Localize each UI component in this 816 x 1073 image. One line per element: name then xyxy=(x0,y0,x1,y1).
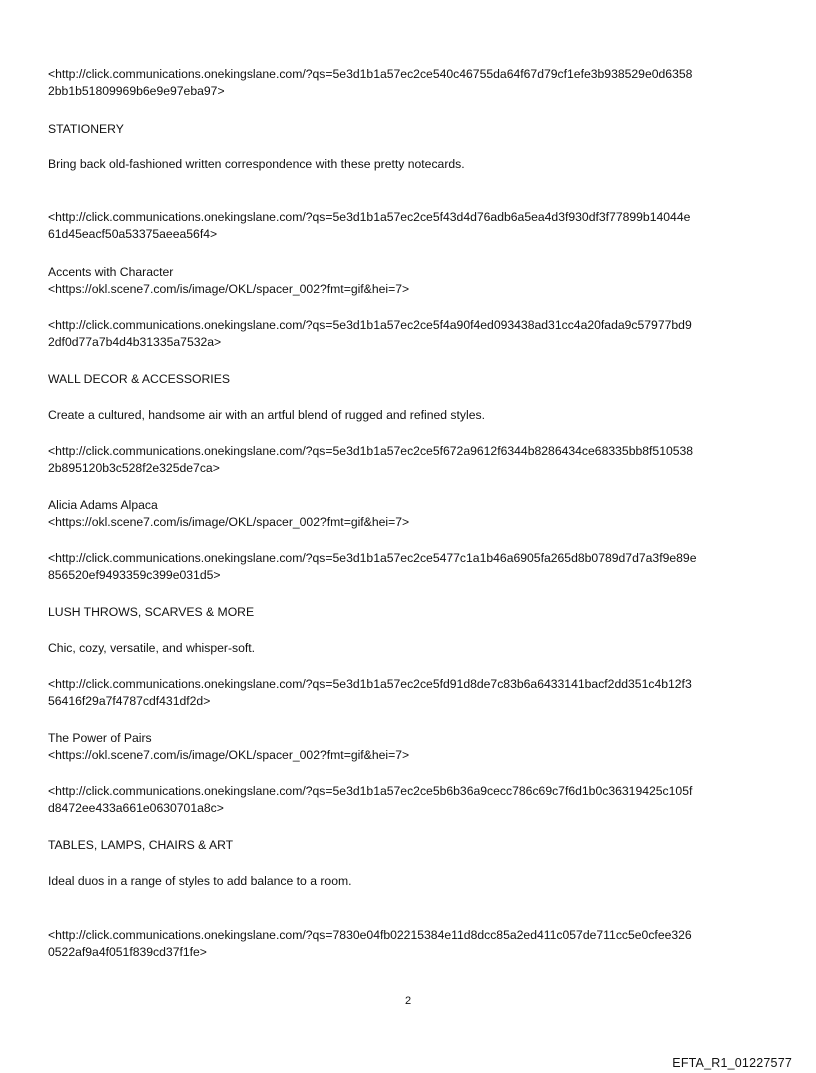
url-line: <http://click.communications.onekingslane.com/?qs=5e3d1b1a57ec2ce5f672a9612f6344b8286434ce68335bb8f510538 xyxy=(48,444,694,458)
description-text xyxy=(48,156,778,173)
url-line: 61d45eacf50a53375aeea56f4> xyxy=(48,227,218,241)
url-line: <http://click.communications.onekingslane.com/?qs=5e3d1b1a57ec2ce5477c1a1b46a6905fa265d8b0789d7d7a3f9e89e xyxy=(48,551,697,565)
heading-text: WALL DECOR & ACCESSORIES xyxy=(48,372,230,386)
url-line: <http://click.communications.onekingslane.com/?qs=5e3d1b1a57ec2ce5fd91d8de7c83b6a6433141bacf2dd351c4b12f3 xyxy=(48,677,692,691)
heading-text: STATIONERY xyxy=(48,122,124,136)
url-block xyxy=(48,317,778,351)
url-line: <http://click.communications.onekingslane.com/?qs=5e3d1b1a57ec2ce540c46755da64f67d79cf1efe3b938529e0d6358 xyxy=(48,67,693,81)
url-block xyxy=(48,443,778,477)
description-text xyxy=(48,873,778,890)
section-heading xyxy=(48,837,778,854)
url-line: 2df0d77a7b4d4b31335a7532a> xyxy=(48,335,222,349)
section-heading xyxy=(48,604,778,621)
url-block xyxy=(48,209,778,243)
link-title: Accents with Character xyxy=(48,265,174,279)
page-number: 2 xyxy=(404,995,412,1007)
url-line: <http://click.communications.onekingslane.com/?qs=5e3d1b1a57ec2ce5b6b36a9cecc786c69c7f6d1b0c36319425c105f xyxy=(48,784,693,798)
url-line: <http://click.communications.onekingslane.com/?qs=5e3d1b1a57ec2ce5f43d4d76adb6a5ea4d3f930df3f77899b14044e xyxy=(48,210,691,224)
url-line: <http://click.communications.onekingslane.com/?qs=5e3d1b1a57ec2ce5f4a90f4ed093438ad31cc4a20fada9c57977bd9 xyxy=(48,318,692,332)
description-line: Create a cultured, handsome air with an artful blend of rugged and refined styles. xyxy=(48,408,485,422)
section-heading xyxy=(48,371,778,388)
link-title-block xyxy=(48,497,778,531)
description-line: Ideal duos in a range of styles to add balance to a room. xyxy=(48,874,352,888)
url-block xyxy=(48,783,778,817)
description-text xyxy=(48,640,778,657)
spacer-url: <https://okl.scene7.com/is/image/OKL/spacer_002?fmt=gif&hei=7> xyxy=(48,515,410,529)
spacer-url: <https://okl.scene7.com/is/image/OKL/spacer_002?fmt=gif&hei=7> xyxy=(48,748,410,762)
link-title-block xyxy=(48,264,778,298)
url-line: 0522af9a4f051f839cd37f1fe> xyxy=(48,945,207,959)
url-line: 2bb1b51809969b6e9e97eba97> xyxy=(48,84,225,98)
heading-text: TABLES, LAMPS, CHAIRS & ART xyxy=(48,838,234,852)
url-block xyxy=(48,927,778,961)
heading-text: LUSH THROWS, SCARVES & MORE xyxy=(48,605,255,619)
section-heading xyxy=(48,121,778,138)
link-title: Alicia Adams Alpaca xyxy=(48,498,158,512)
description-line: Bring back old-fashioned written correspondence with these pretty notecards. xyxy=(48,157,465,171)
description-text xyxy=(48,407,778,424)
link-title: The Power of Pairs xyxy=(48,731,152,745)
description-line: Chic, cozy, versatile, and whisper-soft. xyxy=(48,641,256,655)
url-block xyxy=(48,550,778,584)
url-block xyxy=(48,66,778,100)
url-line: d8472ee433a661e0630701a8c> xyxy=(48,801,224,815)
url-line: 56416f29a7f4787cdf431df2d> xyxy=(48,694,211,708)
url-line: 856520ef9493359c399e031d5> xyxy=(48,568,221,582)
spacer-url: <https://okl.scene7.com/is/image/OKL/spacer_002?fmt=gif&hei=7> xyxy=(48,282,410,296)
url-line: 2b895120b3c528f2e325de7ca> xyxy=(48,461,220,475)
link-title-block xyxy=(48,730,778,764)
url-block xyxy=(48,676,778,710)
url-line: <http://click.communications.onekingslane.com/?qs=7830e04fb02215384e11d8dcc85a2ed411c057de711cc5e0cfee326 xyxy=(48,928,692,942)
bates-number: EFTA_R1_01227577 xyxy=(672,1056,792,1070)
